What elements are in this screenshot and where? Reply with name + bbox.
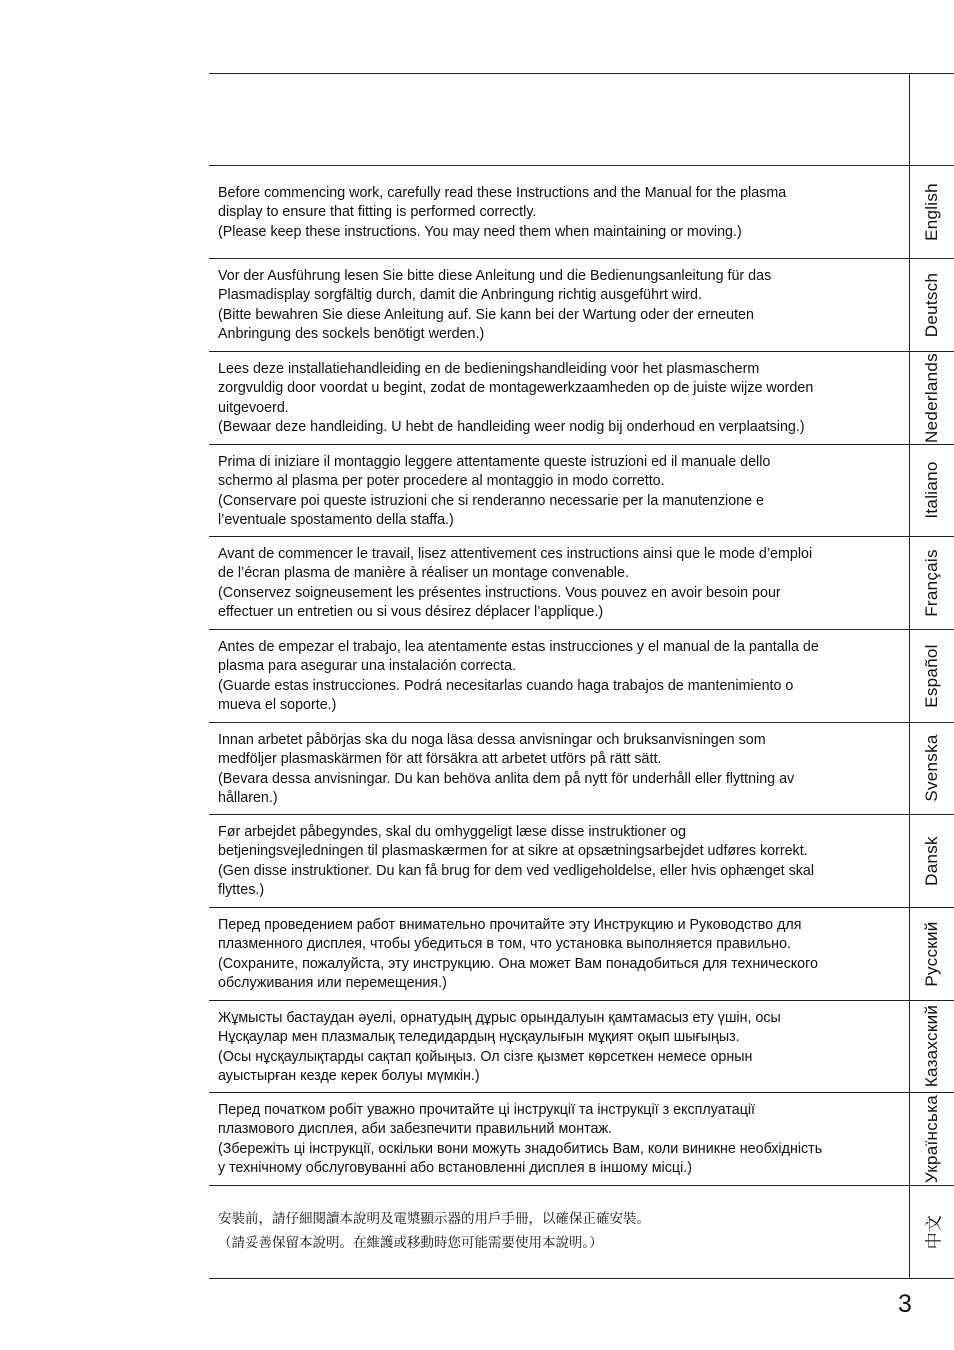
rule xyxy=(209,258,954,259)
rule xyxy=(209,814,954,815)
language-label: Русский xyxy=(922,920,941,987)
language-tab-francais xyxy=(910,536,954,629)
language-label: 中文 xyxy=(924,1214,944,1249)
language-label: Español xyxy=(922,643,941,708)
instruction-text-ukrainian: Перед початком робіт уважно прочитайте ці інструкції та інструкції з експлуатації плазмового дисплея, аби забезпечити правильний монтаж. (Збережіть ці інструкції, оскільки вони можуть знадобитись Вам, коли виникне необхідність у технічному обслуговуванні або встановленні дисплея в іншому місці.) xyxy=(218,1102,823,1176)
instruction-text-russian: Перед проведением работ внимательно прочитайте эту Инструкцию и Руководство для плазменного дисплея, чтобы убедиться в том, что установка выполняется правильно. (Сохраните, пожалуйста, эту инструкцию. Она может Вам понадобиться для технического обслуживания или перемещения.) xyxy=(218,917,818,991)
language-tab-deutsch xyxy=(910,258,954,351)
language-label: Dansk xyxy=(922,835,941,886)
instruction-text-italiano: Prima di iniziare il montaggio leggere attentamente queste istruzioni ed il manuale dello schermo al plasma per poter procedere al montaggio in modo corretto. (Conservare poi queste istruzioni che si renderanno necessarie per la manutenzione e l’eventuale spostamento della staffa.) xyxy=(218,454,771,528)
language-label: English xyxy=(922,182,941,241)
language-tab-espanol xyxy=(910,629,954,722)
language-tab-svenska xyxy=(910,722,954,814)
instruction-text-espanol: Antes de empezar el trabajo, lea atentamente estas instrucciones y el manual de la pantalla de plasma para asegurar una instalación correcta. (Guarde estas instrucciones. Podrá necesitarlas cuando haga trabajos de mantenimiento o mueva el soporte.) xyxy=(218,639,819,713)
instruction-text-chinese: 安裝前，請仔細閱讀本說明及電漿顯示器的用戶手冊，以確保正確安裝。 （請妥善保留本說明。在維護或移動時您可能需要使用本說明。） xyxy=(218,1211,650,1251)
instruction-text-kazakh: Жұмысты бастаудан әуелі, орнатудың дұрыс орындалуын қамтамасыз ету үшін, осы Нұсқаулар мен плазмалық теледидардың нұсқаулығын мұқият оқып шығыңыз. (Осы нұсқаулықтарды сақтап қойыңыз. Ол сізге қызмет көрсеткен немесе орнын ауыстырған кезде керек болуы мүмкін.) xyxy=(218,1010,781,1084)
language-label: Italiano xyxy=(922,461,941,519)
language-label: Українська xyxy=(922,1094,941,1183)
rule xyxy=(209,444,954,445)
instruction-text-deutsch: Vor der Ausführung lesen Sie bitte diese Anleitung und die Bedienungsanleitung für das Plasmadisplay sorgfältig durch, damit die Anbringung richtig ausgeführt wird. (Bitte bewahren Sie diese Anleitung auf. Sie kann bei der Wartung oder der erneuten Anbringung des sockels benötigt werden.) xyxy=(218,268,772,342)
rule-top xyxy=(209,73,954,74)
instruction-text-francais: Avant de commencer le travail, lisez attentivement ces instructions ainsi que le mode d’emploi de l’écran plasma de manière à réaliser un montage convenable. (Conservez soigneusement les présentes instructions. Vous pouvez en avoir besoin pour effectuer un entretien ou si vous désirez déplacer l’applique.) xyxy=(218,546,813,620)
language-tab-kazakh xyxy=(910,1000,954,1092)
language-tab-dansk xyxy=(910,814,954,907)
language-tab-ukrainian xyxy=(910,1092,954,1185)
rule xyxy=(209,1000,954,1001)
language-tab-russian xyxy=(910,907,954,1000)
rule xyxy=(209,629,954,630)
language-tab-english xyxy=(910,165,954,258)
rule xyxy=(209,907,954,908)
rule-bottom xyxy=(209,1278,954,1279)
language-tab-nederlands xyxy=(910,351,954,444)
rule xyxy=(209,722,954,723)
rule xyxy=(209,1185,954,1186)
rule xyxy=(209,165,954,166)
page-number: 3 xyxy=(898,1290,912,1318)
language-label: Français xyxy=(922,548,941,617)
language-label: Svenska xyxy=(922,734,941,802)
instruction-text-svenska: Innan arbetet påbörjas ska du noga läsa dessa anvisningar och bruksanvisningen som medföljer plasmaskärmen för att försäkra att arbetet utförs på rätt sätt. (Bevara dessa anvisningar. Du kan behöva anlita dem på nytt för underhåll eller flyttning av hållaren.) xyxy=(218,732,795,806)
language-label: Nederlands xyxy=(922,352,941,443)
rule xyxy=(209,536,954,537)
instruction-text-english: Before commencing work, carefully read these Instructions and the Manual for the plasma display to ensure that fitting is performed correctly. (Please keep these instructions. You may need them when maintaining or moving.) xyxy=(218,185,787,240)
language-label: Deutsch xyxy=(922,272,941,337)
instruction-text-nederlands: Lees deze installatiehandleiding en de bedieningshandleiding voor het plasmascherm zorgvuldig door voordat u begint, zodat de montagewerkzaamheden op de juiste wijze worden uitgevoerd. (Bewaar deze handleiding. U hebt de handleiding weer nodig bij onderhoud en verplaatsing.) xyxy=(218,361,814,435)
language-label: Казахский xyxy=(922,1004,941,1088)
instruction-text-dansk: Før arbejdet påbegyndes, skal du omhyggeligt læse disse instruktioner og betjeningsvejledningen til plasmaskærmen for at sikre at opsætningsarbejdet udføres korrekt. (Gen disse instruktioner. Du kan få brug for dem ved vedligeholdelse, eller hvis ophænget skal flyttes.) xyxy=(218,824,815,898)
language-tab-italiano xyxy=(910,444,954,536)
rule xyxy=(209,351,954,352)
language-tab-chinese xyxy=(910,1185,954,1278)
rule xyxy=(209,1092,954,1093)
